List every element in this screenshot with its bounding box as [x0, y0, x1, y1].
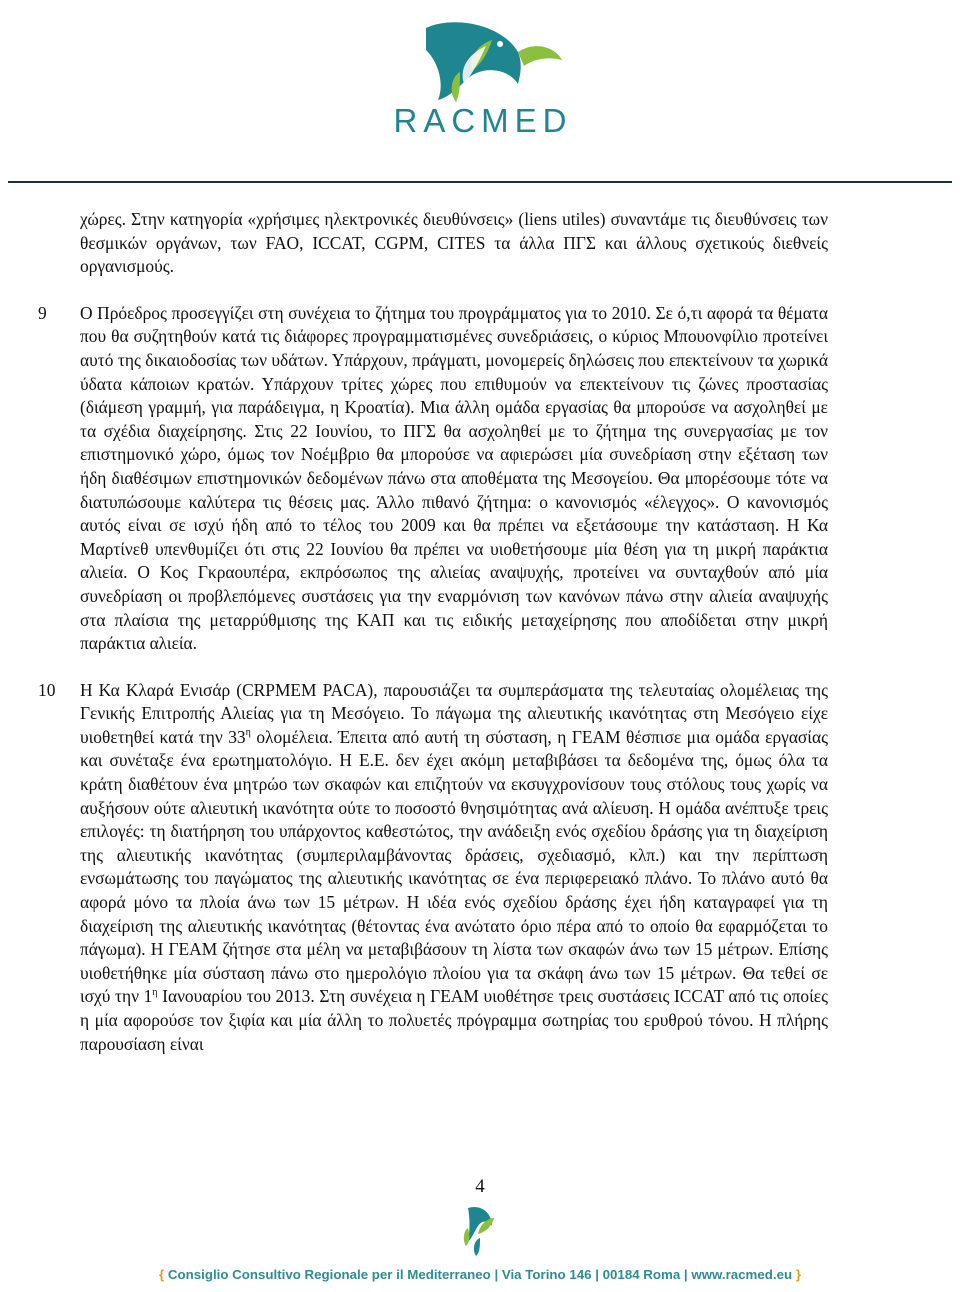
paragraph-text-part: Η Κα Κλαρά Ενισάρ (CRPMEM PACA), παρουσιάζει τα συμπεράσματα της τελευταίας ολομέλειας της Γενικής Επιτροπής Αλιείας για τη Μεσόγειο. Το πάγωμα της αλιευτικής ικανότητας στη Μεσόγειο είχε υιοθετηθεί κατά την 33: [80, 679, 828, 747]
racmed-logo: [368, 8, 598, 178]
page-number: 4: [475, 1176, 485, 1197]
header-rule: [8, 181, 952, 183]
footer-close-brace: }: [795, 1267, 801, 1282]
paragraph-number: 10: [38, 679, 56, 700]
paragraph-text: χώρες. Στην κατηγορία «χρήσιμες ηλεκτρονικές διευθύνσεις» (liens utiles) συναντάμε τις διευθύνσεις των θεσμικών οργάνων, των FAO, ICCAT, CGPM, CITES τα άλλα ΠΓΣ και άλλους σχετικούς διεθνείς οργανισμούς.: [80, 209, 828, 277]
fish-leaf-logo-icon: [426, 22, 562, 102]
paragraph-text-part: ολομέλεια. Έπειτα από αυτή τη σύσταση, η ΓΕΑΜ θέσπισε μια ομάδα εργασίας και συνέταξε ένα ερωτηματολόγιο. Η Ε.Ε. δεν έχει ακόμη μεταβιβάσει τα δεδομένα της, όμως όλα τα κράτη διαθέτουν ένα μητρώο των σκαφών και επιζητούν να εκσυγχρονίσουν τους στόλους τους χωρίς να αυξήσουν ούτε αλιευτική ικανότητα ούτε το ποσοστό θνησιμότητας ανά αλίευση. Η ομάδα ανέπτυξε τρεις επιλογές: τη διατήρηση του υπάρχοντος καθεστώτος, την ανάδειξη ενός σχεδίου δράσης για τη διαχείριση της αλιευτικής ικανότητας (συμπεριλαμβάνοντας δράσεις, σχεδιασμό, κλπ.) και την περίπτωση ενσωμάτωσης του παγώματος της αλιευτικής ικανότητας σε ένα περιφερειακό πλάνο. Το πλάνο αυτό θα αφορά μόνο τα πλοία άνω των 15 μέτρων. Η ιδέα ενός σχεδίου δράσης έχει ήδη καταγραφεί για τη διαχείριση της αλιευτικής ικανότητας (θέτοντας ένα ανώτατο όριο πέρα από το οποίο θα εφαρμόζεται το πάγωμα). Η ΓΕΑΜ ζήτησε στα μέλη να μεταβιβάσουν τη λίστα των σκαφών άνω των 15 μέτρων. Επίσης υιοθετήθηκε μία σύσταση πάνω στο ημερολόγιο πλοίου για τα σκάφη άνω των 15 μέτρων. Θα τεθεί σε ισχύ την 1: [80, 726, 828, 1007]
paragraph-10: [38, 679, 828, 1057]
paragraph-9: [38, 302, 828, 656]
paragraph-number: 9: [38, 302, 47, 323]
footer-logo: [458, 1204, 500, 1260]
ordinal-superscript: η: [245, 727, 251, 739]
footer-open-brace: {: [159, 1267, 165, 1282]
paragraph-text-part: Ιανουαρίου του 2013. Στη συνέχεια η ΓΕΑΜ υιοθέτησε τρεις συστάσεις ICCAT από τις οποίες η μία αφορούσε τον ξιφία και μία άλλη το πολυετές πρόγραμμα σωτηρίας του ερυθρού τόνου. Η πλήρης παρουσίαση είναι: [80, 986, 828, 1054]
footer-address: [0, 1267, 960, 1282]
footer-text: Consiglio Consultivo Regionale per il Mediterraneo | Via Torino 146 | 00184 Roma | www.racmed.eu: [167, 1267, 793, 1282]
paragraph-text: Ο Πρόεδρος προσεγγίζει στη συνέχεια το ζήτημα του προγράμματος για το 2010. Σε ό,τι αφορά τα θέματα που θα συζητηθούν κατά τις διάφορες προγραμματισμένες συνεδριάσεις, ο κύριος Μπουονφίλιο προτείνει αυτό της δικαιοδοσίας των υδάτων. Υπάρχουν, πράγματι, μονομερείς δηλώσεις που επεκτείνουν τα χωρικά ύδατα κάποιων κρατών. Υπάρχουν τρίτες χώρες που επιθυμούν να επεκτείνουν τις ζώνες προστασίας (διάμεση γραμμή, για παράδειγμα, η Κροατία). Μια άλλη ομάδα εργασίας θα μπορούσε να ασχοληθεί με τα σχέδια διαχείρησης. Στις 22 Ιουνίου, το ΠΓΣ θα ασχοληθεί με το ζήτημα της συνεργασίας με τον επιστημονικό χώρο, όμως τον Νοέμβριο θα μπορούσε να αφιερώσει μία συνεδρίαση στην εξέταση των ήδη διαθέσιμων επιστημονικών δεδομένων πάνω στα αποθέματα της Μεσογείου. Θα μπορέσουμε τότε να διατυπώσουμε καλύτερα τις θέσεις μας. Άλλο πιθανό ζήτημα: ο κανονισμός «έλεγχος». Ο κανονισμός αυτός είναι σε ισχύ ήδη από το τέλος του 2009 και θα πρέπει να εξετάσουμε την κατάσταση. Η Κα Μαρτίνεθ υπενθυμίζει ότι στις 22 Ιουνίου θα πρέπει να υιοθετήσουμε μία θέση για τη μικρή παράκτια αλιεία. Ο Κος Γκραουπέρα, εκπρόσωπος της αλιείας αναψυχής, προτείνει να συνταχθούν από μία συνεδρίαση οι προβλεπόμενες συστάσεις για την εναρμόνιση των κανόνων πάνω στην αλιεία αναψυχής στα πλαίσια της μεταρρύθμισης της ΚΑΠ και τις ειδικής μεταχείρησης που αποδίδεται στην μικρή παράκτια αλιεία.: [80, 302, 828, 654]
paragraph-continued: [38, 208, 828, 279]
document-body: [38, 208, 828, 1056]
fish-leaf-logo-icon: [464, 1207, 494, 1256]
logo-wordmark: RACMED: [393, 102, 573, 139]
ordinal-superscript: η: [152, 986, 158, 998]
